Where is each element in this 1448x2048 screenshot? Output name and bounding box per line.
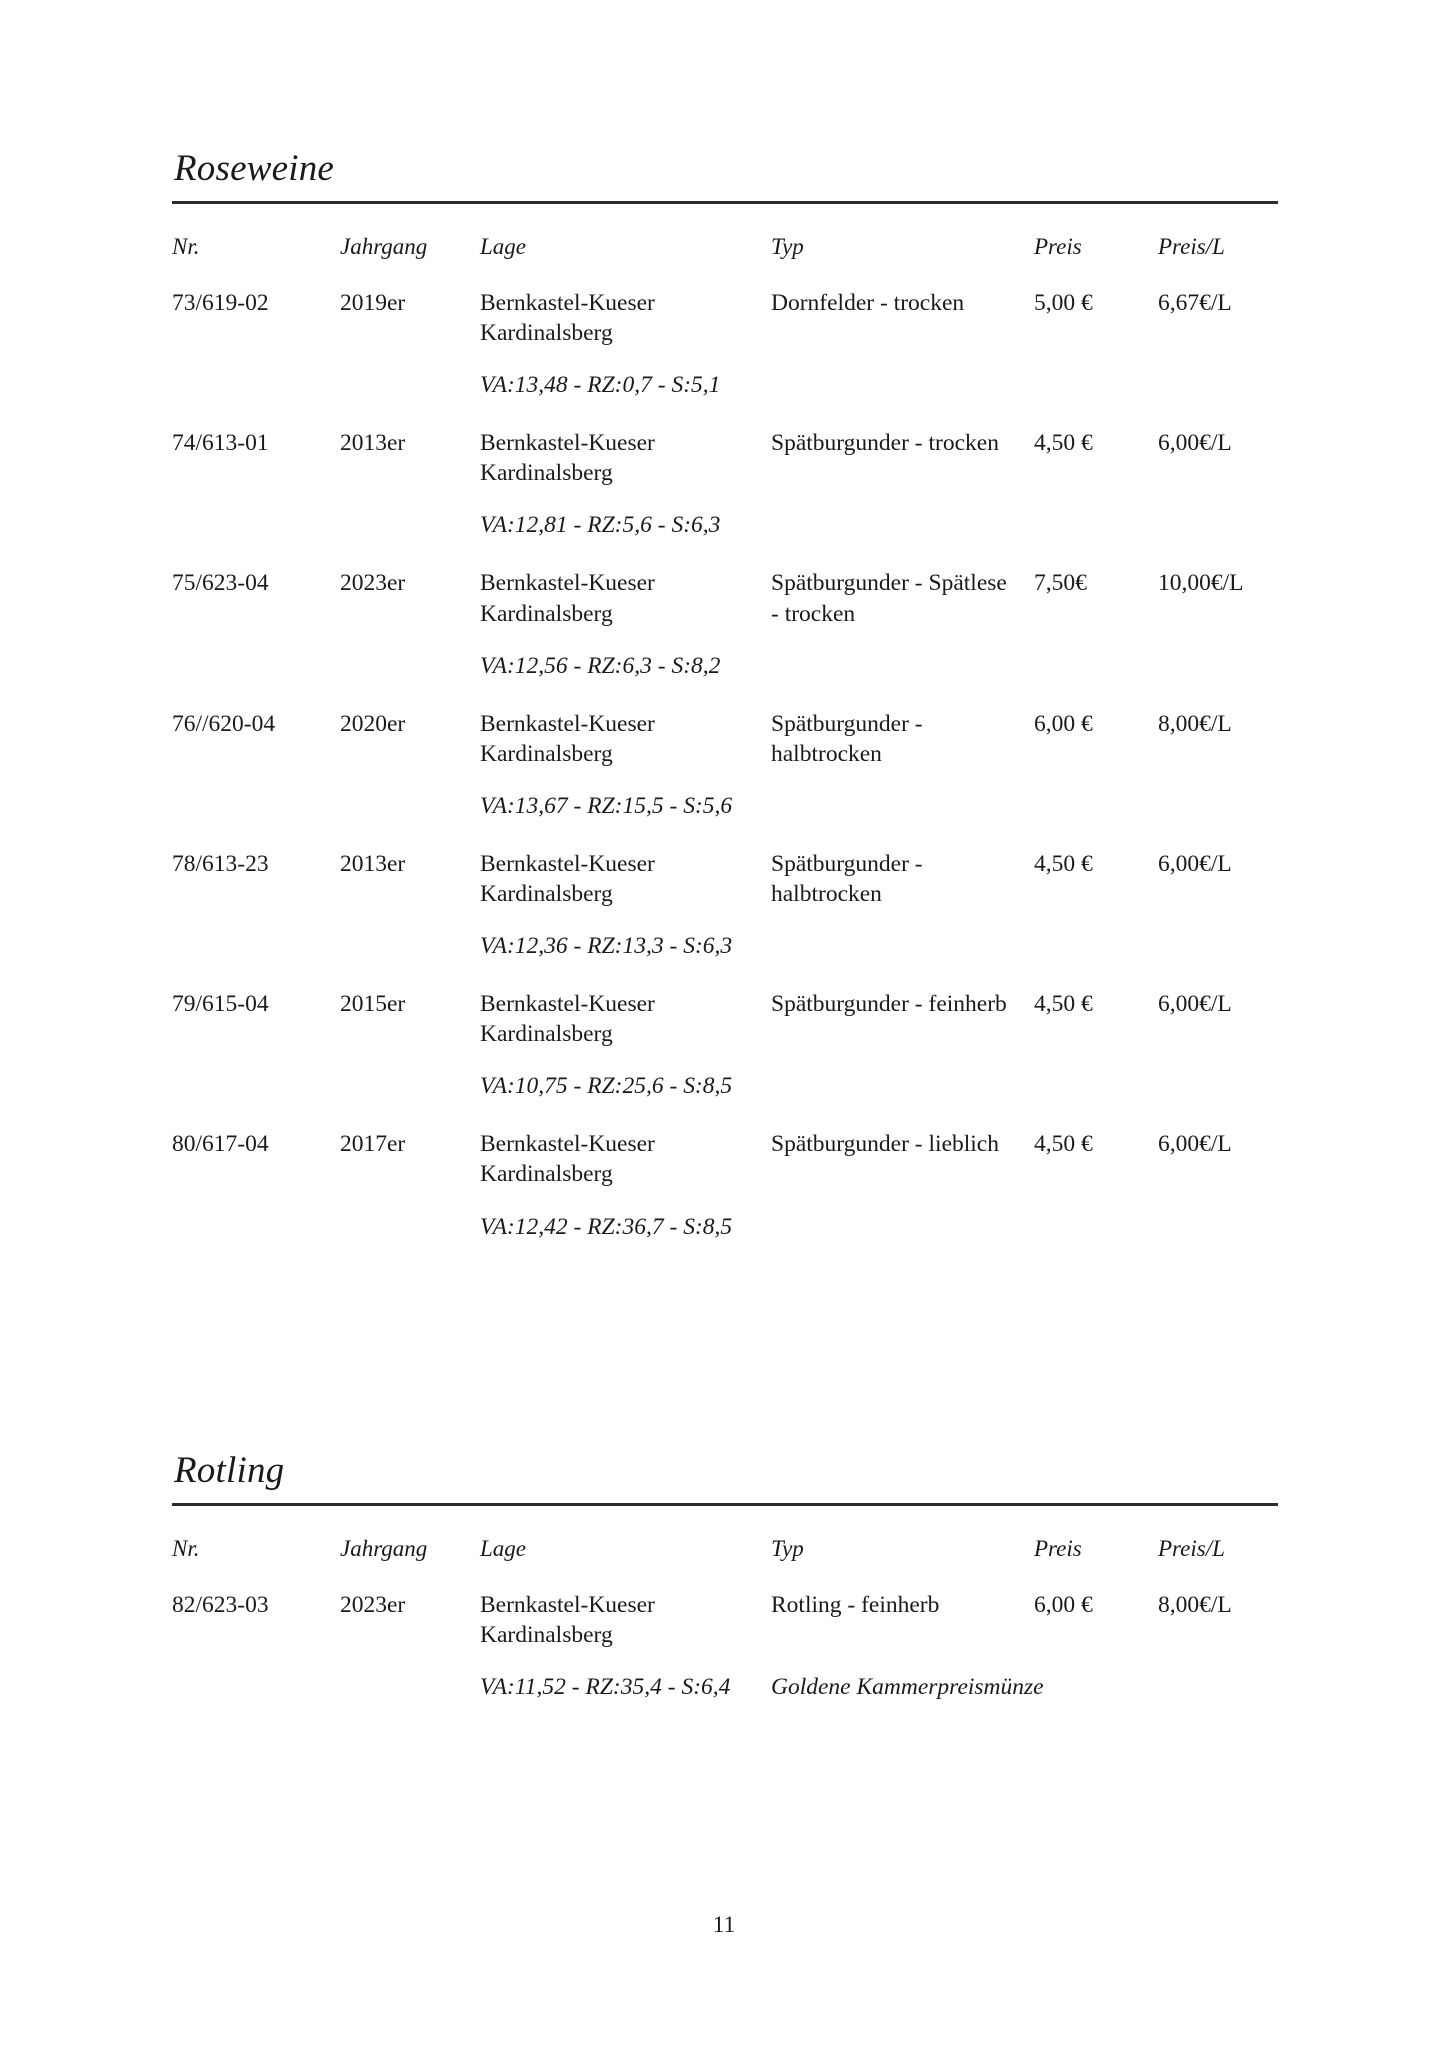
- column-header-preis-l: Preis/L: [1158, 1536, 1225, 1561]
- column-header-lage: Lage: [480, 1536, 526, 1561]
- cell-jahrgang: 2023er: [340, 570, 406, 597]
- column-header-preis: Preis: [1034, 234, 1082, 259]
- cell-preis-l: 8,00€/L: [1158, 710, 1232, 737]
- cell-spacer: [172, 629, 340, 681]
- table-detail-row: [172, 348, 1278, 400]
- cell-typ: Spätburgunder - Spätlese - trocken: [771, 570, 1007, 627]
- cell-nr: 76//620-04: [172, 710, 276, 737]
- wine-table-rotling: [172, 1506, 1278, 1702]
- cell-jahrgang: 2017er: [340, 1131, 406, 1158]
- column-header-preis-l: Preis/L: [1158, 234, 1225, 259]
- column-header-typ: Typ: [771, 234, 804, 259]
- cell-spacer: [340, 1650, 480, 1702]
- cell-preis-l: 6,00€/L: [1158, 850, 1232, 877]
- cell-nr: 79/615-04: [172, 991, 269, 1018]
- cell-jahrgang: 2023er: [340, 1592, 406, 1618]
- cell-preis: 4,50 €: [1034, 1131, 1093, 1158]
- table-detail-row: [172, 1049, 1278, 1101]
- cell-nr: 80/617-04: [172, 1131, 269, 1158]
- cell-nr: 78/613-23: [172, 850, 269, 877]
- cell-spacer: [1158, 1049, 1278, 1101]
- cell-spacer: [1034, 629, 1158, 681]
- column-header-nr: Nr.: [172, 234, 200, 259]
- cell-analysis: VA:13,48 - RZ:0,7 - S:5,1: [480, 372, 721, 399]
- table-detail-row: [172, 909, 1278, 961]
- cell-spacer: [1034, 769, 1158, 821]
- cell-jahrgang: 2013er: [340, 430, 406, 457]
- section-title: Roseweine: [174, 148, 335, 189]
- cell-jahrgang: 2020er: [340, 710, 406, 737]
- cell-spacer: [1158, 348, 1278, 400]
- cell-nr: 82/623-03: [172, 1592, 269, 1618]
- cell-analysis: VA:12,81 - RZ:5,6 - S:6,3: [480, 512, 721, 539]
- cell-spacer: [340, 909, 480, 961]
- cell-lage: Bernkastel-Kueser Kardinalsberg: [480, 570, 655, 627]
- cell-typ: Spätburgunder - halbtrocken: [771, 710, 923, 767]
- cell-lage: Bernkastel-Kueser Kardinalsberg: [480, 850, 655, 908]
- cell-spacer: [1034, 348, 1158, 400]
- section-title: Rotling: [174, 1450, 285, 1491]
- cell-spacer: [340, 629, 480, 681]
- cell-preis-l: 6,67€/L: [1158, 290, 1232, 316]
- cell-jahrgang: 2015er: [340, 991, 406, 1018]
- cell-spacer: [1034, 488, 1158, 540]
- cell-lage: Bernkastel-Kueser Kardinalsberg: [480, 290, 655, 347]
- column-header-jahrgang: Jahrgang: [340, 234, 428, 259]
- cell-spacer: [340, 488, 480, 540]
- cell-lage: Bernkastel-Kueser Kardinalsberg: [480, 991, 655, 1048]
- cell-spacer: [172, 488, 340, 540]
- cell-award: [771, 629, 1034, 681]
- cell-jahrgang: 2019er: [340, 290, 406, 316]
- cell-award: [771, 348, 1034, 400]
- section-rotling: [172, 1452, 1278, 1702]
- cell-preis-l: 8,00€/L: [1158, 1592, 1232, 1618]
- cell-lage: Bernkastel-Kueser Kardinalsberg: [480, 430, 655, 487]
- cell-lage: Bernkastel-Kueser Kardinalsberg: [480, 710, 655, 767]
- cell-spacer: [1158, 909, 1278, 961]
- cell-spacer: [1158, 629, 1278, 681]
- column-header-typ: Typ: [771, 1536, 804, 1561]
- cell-preis: 7,50€: [1034, 570, 1087, 597]
- table-detail-row: [172, 1650, 1278, 1702]
- table-detail-row: [172, 629, 1278, 681]
- cell-typ: Spätburgunder - lieblich: [771, 1131, 999, 1158]
- table-detail-row: [172, 1190, 1278, 1242]
- table-row: [172, 400, 1278, 488]
- cell-analysis: VA:12,36 - RZ:13,3 - S:6,3: [480, 933, 733, 960]
- table-row: [172, 1562, 1278, 1650]
- table-row: [172, 961, 1278, 1049]
- cell-award: Goldene Kammerpreismünze: [771, 1674, 1044, 1701]
- cell-preis: 4,50 €: [1034, 991, 1093, 1018]
- cell-typ: Spätburgunder - feinherb: [771, 991, 1007, 1018]
- cell-spacer: [172, 1190, 340, 1242]
- cell-spacer: [1158, 488, 1278, 540]
- cell-preis: 6,00 €: [1034, 1592, 1093, 1618]
- cell-preis: 6,00 €: [1034, 710, 1093, 737]
- cell-spacer: [340, 348, 480, 400]
- cell-nr: 74/613-01: [172, 430, 269, 457]
- cell-typ: Spätburgunder - halbtrocken: [771, 850, 923, 908]
- cell-preis-l: 6,00€/L: [1158, 991, 1232, 1018]
- cell-analysis: VA:10,75 - RZ:25,6 - S:8,5: [480, 1073, 733, 1100]
- table-header-row: [172, 204, 1278, 260]
- cell-typ: Dornfelder - trocken: [771, 290, 965, 316]
- cell-spacer: [1034, 909, 1158, 961]
- cell-spacer: [172, 909, 340, 961]
- cell-spacer: [172, 348, 340, 400]
- cell-spacer: [172, 1650, 340, 1702]
- cell-award: [771, 909, 1034, 961]
- cell-preis: 4,50 €: [1034, 850, 1093, 877]
- cell-jahrgang: 2013er: [340, 850, 406, 877]
- cell-spacer: [340, 1190, 480, 1242]
- table-row: [172, 540, 1278, 628]
- table-detail-row: [172, 769, 1278, 821]
- cell-typ: Spätburgunder - trocken: [771, 430, 999, 457]
- cell-analysis: VA:12,56 - RZ:6,3 - S:8,2: [480, 652, 721, 679]
- table-row: [172, 260, 1278, 348]
- cell-preis: 5,00 €: [1034, 290, 1093, 316]
- cell-lage: Bernkastel-Kueser Kardinalsberg: [480, 1131, 655, 1188]
- column-header-lage: Lage: [480, 234, 526, 259]
- cell-spacer: [1034, 1190, 1158, 1242]
- table-row: [172, 1101, 1278, 1189]
- cell-spacer: [1158, 769, 1278, 821]
- cell-award: [771, 1049, 1034, 1101]
- cell-spacer: [340, 1049, 480, 1101]
- table-row: [172, 681, 1278, 769]
- cell-spacer: [172, 1049, 340, 1101]
- column-header-jahrgang: Jahrgang: [340, 1536, 428, 1561]
- cell-lage: Bernkastel-Kueser Kardinalsberg: [480, 1592, 655, 1649]
- cell-nr: 73/619-02: [172, 290, 269, 316]
- cell-preis-l: 10,00€/L: [1158, 570, 1244, 597]
- cell-award: [771, 1190, 1034, 1242]
- page-number: 11: [712, 1912, 736, 1937]
- cell-spacer: [1158, 1190, 1278, 1242]
- table-header-row: [172, 1506, 1278, 1562]
- wine-table-roseweine: [172, 204, 1278, 1242]
- cell-preis-l: 6,00€/L: [1158, 1131, 1232, 1158]
- section-roseweine: [172, 150, 1278, 1242]
- cell-preis-l: 6,00€/L: [1158, 430, 1232, 457]
- cell-spacer: [340, 769, 480, 821]
- cell-nr: 75/623-04: [172, 570, 269, 597]
- cell-award: [771, 769, 1034, 821]
- column-header-nr: Nr.: [172, 1536, 200, 1561]
- column-header-preis: Preis: [1034, 1536, 1082, 1561]
- cell-analysis: VA:11,52 - RZ:35,4 - S:6,4: [480, 1674, 731, 1701]
- table-row: [172, 821, 1278, 909]
- cell-typ: Rotling - feinherb: [771, 1592, 940, 1618]
- cell-analysis: VA:13,67 - RZ:15,5 - S:5,6: [480, 792, 733, 819]
- cell-analysis: VA:12,42 - RZ:36,7 - S:8,5: [480, 1213, 733, 1240]
- table-detail-row: [172, 488, 1278, 540]
- cell-spacer: [1158, 1650, 1278, 1702]
- cell-spacer: [172, 769, 340, 821]
- cell-spacer: [1034, 1650, 1158, 1702]
- cell-award: [771, 488, 1034, 540]
- cell-spacer: [1034, 1049, 1158, 1101]
- cell-preis: 4,50 €: [1034, 430, 1093, 457]
